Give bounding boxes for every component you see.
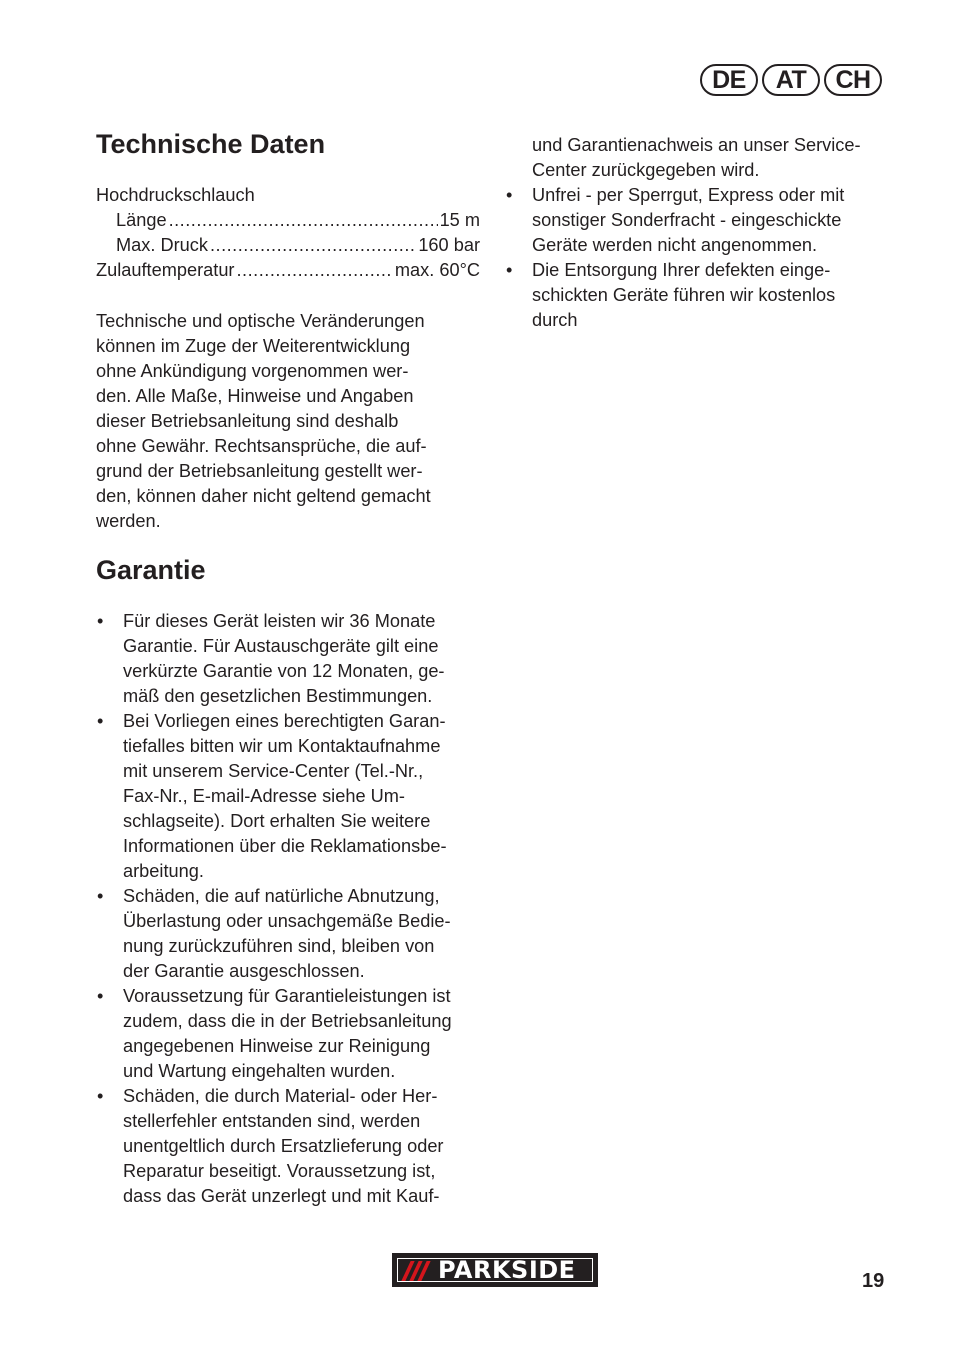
parkside-logo xyxy=(392,1253,598,1287)
bullet-line: nung zurückzuführen sind, bleiben von xyxy=(123,936,435,956)
paragraph-line: grund der Betriebsanleitung gestellt wer- xyxy=(96,461,423,481)
spec-row-length xyxy=(96,208,480,233)
bullet-line: schlagseite). Dort erhalten Sie weitere xyxy=(123,811,431,831)
list-item xyxy=(96,1084,480,1209)
bullet-line: stellerfehler entstanden sind, werden xyxy=(123,1111,421,1131)
bullet-line: • Unfrei - per Sperrgut, Express oder mit xyxy=(532,185,845,205)
warranty-bullet-list xyxy=(96,609,480,1209)
bullet-line: Fax-Nr., E-mail-Adresse siehe Um- xyxy=(123,786,405,806)
bullet-line: • Voraussetzung für Garantieleistungen ist xyxy=(123,986,451,1006)
logo-slash-icon xyxy=(396,1257,436,1283)
bullet-line: unentgeltlich durch Ersatzlieferung oder xyxy=(123,1136,444,1156)
page-number: 19 xyxy=(862,1270,885,1292)
spec-value: max. 60°C xyxy=(394,260,480,280)
bullet-line: Reparatur beseitigt. Voraussetzung ist, xyxy=(123,1161,436,1181)
list-item xyxy=(505,183,895,258)
bullet-line: Garantie. Für Austauschgeräte gilt eine xyxy=(123,636,439,656)
garantie-heading: Garantie xyxy=(96,555,206,585)
paragraph-line: den, können daher nicht geltend gemacht xyxy=(96,486,431,506)
bullet-line: • Für dieses Gerät leisten wir 36 Monate xyxy=(123,611,436,631)
paragraph-line: den. Alle Maße, Hinweise und Angaben xyxy=(96,386,414,406)
spec-leader-dots xyxy=(210,233,416,258)
list-item xyxy=(96,609,480,709)
list-item xyxy=(96,984,480,1084)
bullet-line: der Garantie ausgeschlossen. xyxy=(123,961,365,981)
paragraph-line: dieser Betriebsanleitung sind deshalb xyxy=(96,411,399,431)
list-item xyxy=(505,258,895,333)
bullet-line: mäß den gesetzlichen Bestimmungen. xyxy=(123,686,433,706)
spec-label: Länge xyxy=(116,210,167,230)
spec-label: Zulauftemperatur xyxy=(96,260,235,280)
bullet-line: • Schäden, die auf natürliche Abnutzung, xyxy=(123,886,440,906)
logo-inner xyxy=(396,1257,594,1283)
change-notice-paragraph xyxy=(96,309,480,534)
bullet-line: zudem, dass die in der Betriebsanleitung xyxy=(123,1011,452,1031)
country-badges xyxy=(700,64,882,96)
bullet-line: Geräte werden nicht angenommen. xyxy=(532,235,818,255)
bullet-line: und Garantienachweis an unser Service- xyxy=(532,135,861,155)
bullet-line: • Bei Vorliegen eines berechtigten Garan- xyxy=(123,711,446,731)
spec-value: 160 bar xyxy=(418,235,480,255)
country-badge-de: DE xyxy=(700,64,758,96)
bullet-line: • Die Entsorgung Ihrer defekten einge- xyxy=(532,260,831,280)
bullet-line: angegebenen Hinweise zur Reinigung xyxy=(123,1036,431,1056)
bullet-line: dass das Gerät unzerlegt und mit Kauf- xyxy=(123,1186,440,1206)
paragraph-line: ohne Gewähr. Rechtsansprüche, die auf- xyxy=(96,436,427,456)
bullet-line: mit unserem Service-Center (Tel.-Nr., xyxy=(123,761,424,781)
bullet-line: • Schäden, die durch Material- oder Her- xyxy=(123,1086,438,1106)
bullet-line: verkürzte Garantie von 12 Monaten, ge- xyxy=(123,661,445,681)
spec-label: Max. Druck xyxy=(116,235,208,255)
warranty-bullet-list-continued xyxy=(505,183,895,333)
bullet-line: arbeitung. xyxy=(123,861,204,881)
bullet-line: tiefalles bitten wir um Kontaktaufnahme xyxy=(123,736,441,756)
bullet-line: Überlastung oder unsachgemäße Bedie- xyxy=(123,911,451,931)
hose-label: Hochdruckschlauch xyxy=(96,185,255,205)
bullet-line: sonstiger Sonderfracht - eingeschickte xyxy=(532,210,842,230)
bullet-line: Informationen über die Reklamationsbe- xyxy=(123,836,447,856)
technische-daten-heading: Technische Daten xyxy=(96,129,326,159)
spec-row-pressure xyxy=(96,233,480,258)
spec-leader-dots xyxy=(237,258,393,283)
bullet-line: Center zurückgegeben wird. xyxy=(532,160,760,180)
right-column xyxy=(505,133,895,333)
country-badge-at: AT xyxy=(762,64,820,96)
bullet-line: schickten Geräte führen wir kostenlos xyxy=(532,285,836,305)
paragraph-line: können im Zuge der Weiterentwicklung xyxy=(96,336,411,356)
country-badge-ch: CH xyxy=(824,64,882,96)
spec-block xyxy=(96,183,480,283)
list-item xyxy=(96,709,480,884)
spec-value: 15 m xyxy=(439,210,480,230)
bullet-line: durch xyxy=(532,310,578,330)
list-item xyxy=(96,884,480,984)
paragraph-line: werden. xyxy=(96,511,161,531)
spec-leader-dots xyxy=(169,208,438,233)
spec-row-inlet-temperature xyxy=(96,258,480,283)
logo-wordmark: PARKSIDE xyxy=(438,1256,576,1284)
paragraph-line: Technische und optische Veränderungen xyxy=(96,311,425,331)
bullet-continuation xyxy=(505,133,895,183)
bullet-line: und Wartung eingehalten wurden. xyxy=(123,1061,396,1081)
paragraph-line: ohne Ankündigung vorgenommen wer- xyxy=(96,361,409,381)
